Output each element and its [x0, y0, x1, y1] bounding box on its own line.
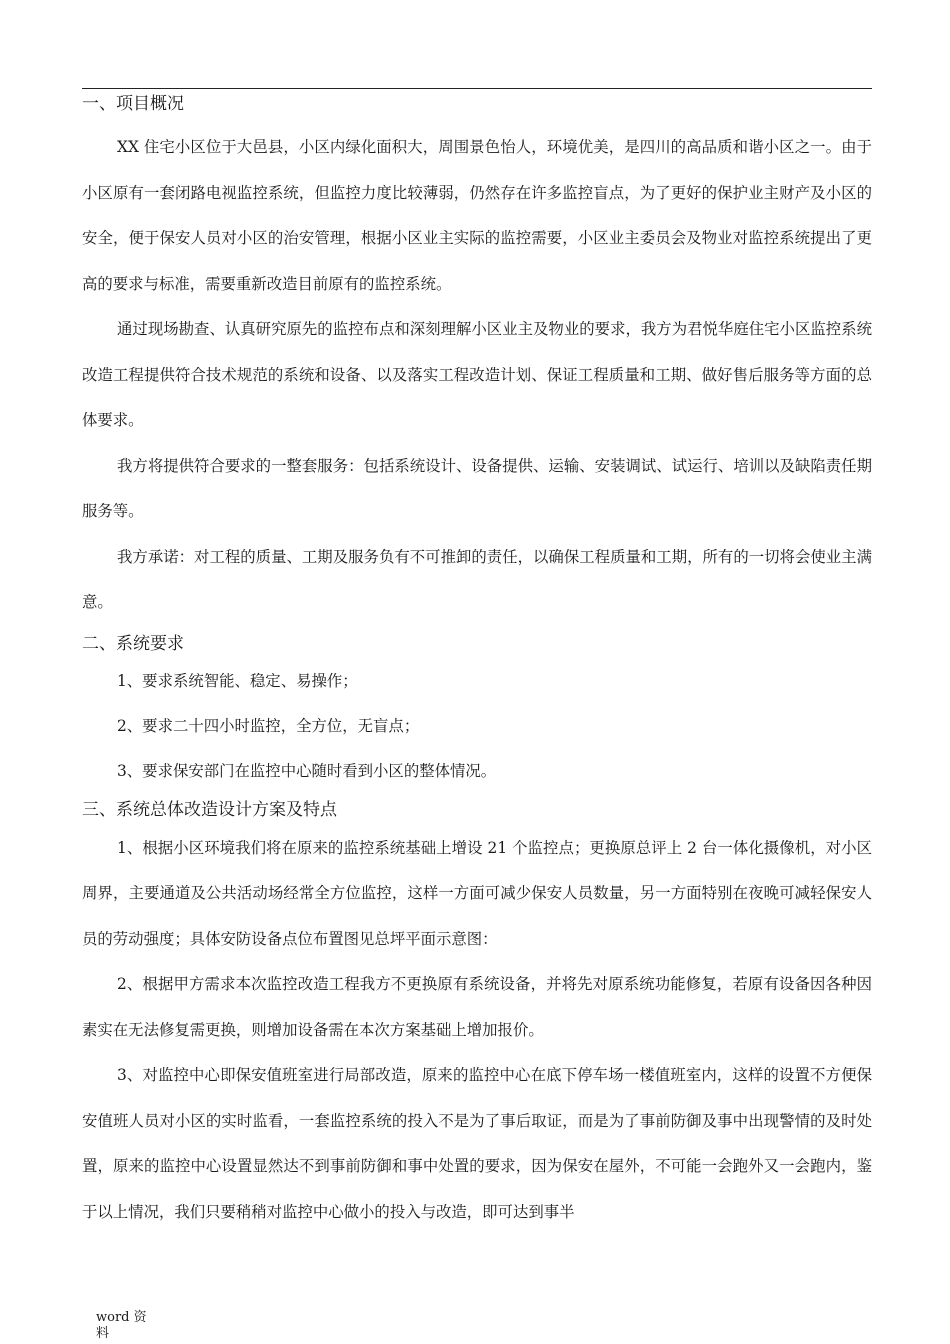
paragraph: 2、根据甲方需求本次监控改造工程我方不更换原有系统设备，并将先对原系统功能修复，若原有设备因各种因素实在无法修复需更换，则增加设备需在本次方案基础上增加报价。	[82, 975, 872, 1039]
paragraph: 我方将提供符合要求的一整套服务：包括系统设计、设备提供、运输、安装调试、试运行、培训以及缺陷责任期服务等。	[82, 456, 872, 520]
list-item: 1、要求系统智能、稳定、易操作；	[117, 671, 358, 690]
footer-watermark: word 资料	[96, 1310, 147, 1341]
paragraph: 3、对监控中心即保安值班室进行局部改造，原来的监控中心在底下停车场一楼值班室内，这样的设置不方便保安值班人员对小区的实时监看，一套监控系统的投入不是为了事后取证，而是为了事前防御及事中出现警情的及时处置，原来的监控中心设置显然达不到事前防御和事中处置的要求，因为保安在屋外，不可能一会跑外又一会跑内，鉴于以上情况，我们只要稍稍对监控中心做小的投入与改造，即可达到事半	[82, 1066, 872, 1221]
paragraph: 我方承诺：对工程的质量、工期及服务负有不可推卸的责任，以确保工程质量和工期，所有的一切将会使业主满意。	[82, 547, 872, 611]
paragraph: 1、根据小区环境我们将在原来的监控系统基础上增设 21 个监控点；更换原总评上 2 台一体化摄像机，对小区周界，主要通道及公共活动场经常全方位监控，这样一方面可减少保安人员数量，另一方面特别在夜晚可减轻保安人员的劳动强度；具体安防设备点位布置图见总坪平面示意图：	[82, 838, 872, 948]
section-heading-requirements: 二、系统要求	[82, 633, 184, 654]
requirements-list	[82, 659, 872, 794]
section-design-body	[82, 826, 872, 1236]
paragraph: 通过现场勘查、认真研究原先的监控布点和深刻理解小区业主及物业的要求，我方为君悦华庭住宅小区监控系统改造工程提供符合技术规范的系统和设备、以及落实工程改造计划、保证工程质量和工期、做好售后服务等方面的总体要求。	[82, 320, 872, 429]
document-body	[82, 92, 872, 1235]
header-rule	[82, 88, 872, 89]
section-heading-overview: 一、项目概况	[82, 94, 184, 114]
list-item: 3、要求保安部门在监控中心随时看到小区的整体情况。	[117, 761, 497, 780]
paragraph: XX 住宅小区位于大邑县，小区内绿化面积大，周围景色怡人，环境优美，是四川的高品质和谐小区之一。由于小区原有一套闭路电视监控系统，但监控力度比较薄弱，仍然存在许多监控盲点，为了更好的保护业主财产及小区的安全，便于保安人员对小区的治安管理，根据小区业主实际的监控需要，小区业主委员会及物业对监控系统提出了更高的要求与标准，需要重新改造目前原有的监控系统。	[82, 138, 872, 293]
list-item: 2、要求二十四小时监控，全方位，无盲点；	[117, 716, 420, 735]
section-heading-design: 三、系统总体改造设计方案及特点	[82, 799, 337, 820]
section-overview-body	[82, 125, 872, 626]
